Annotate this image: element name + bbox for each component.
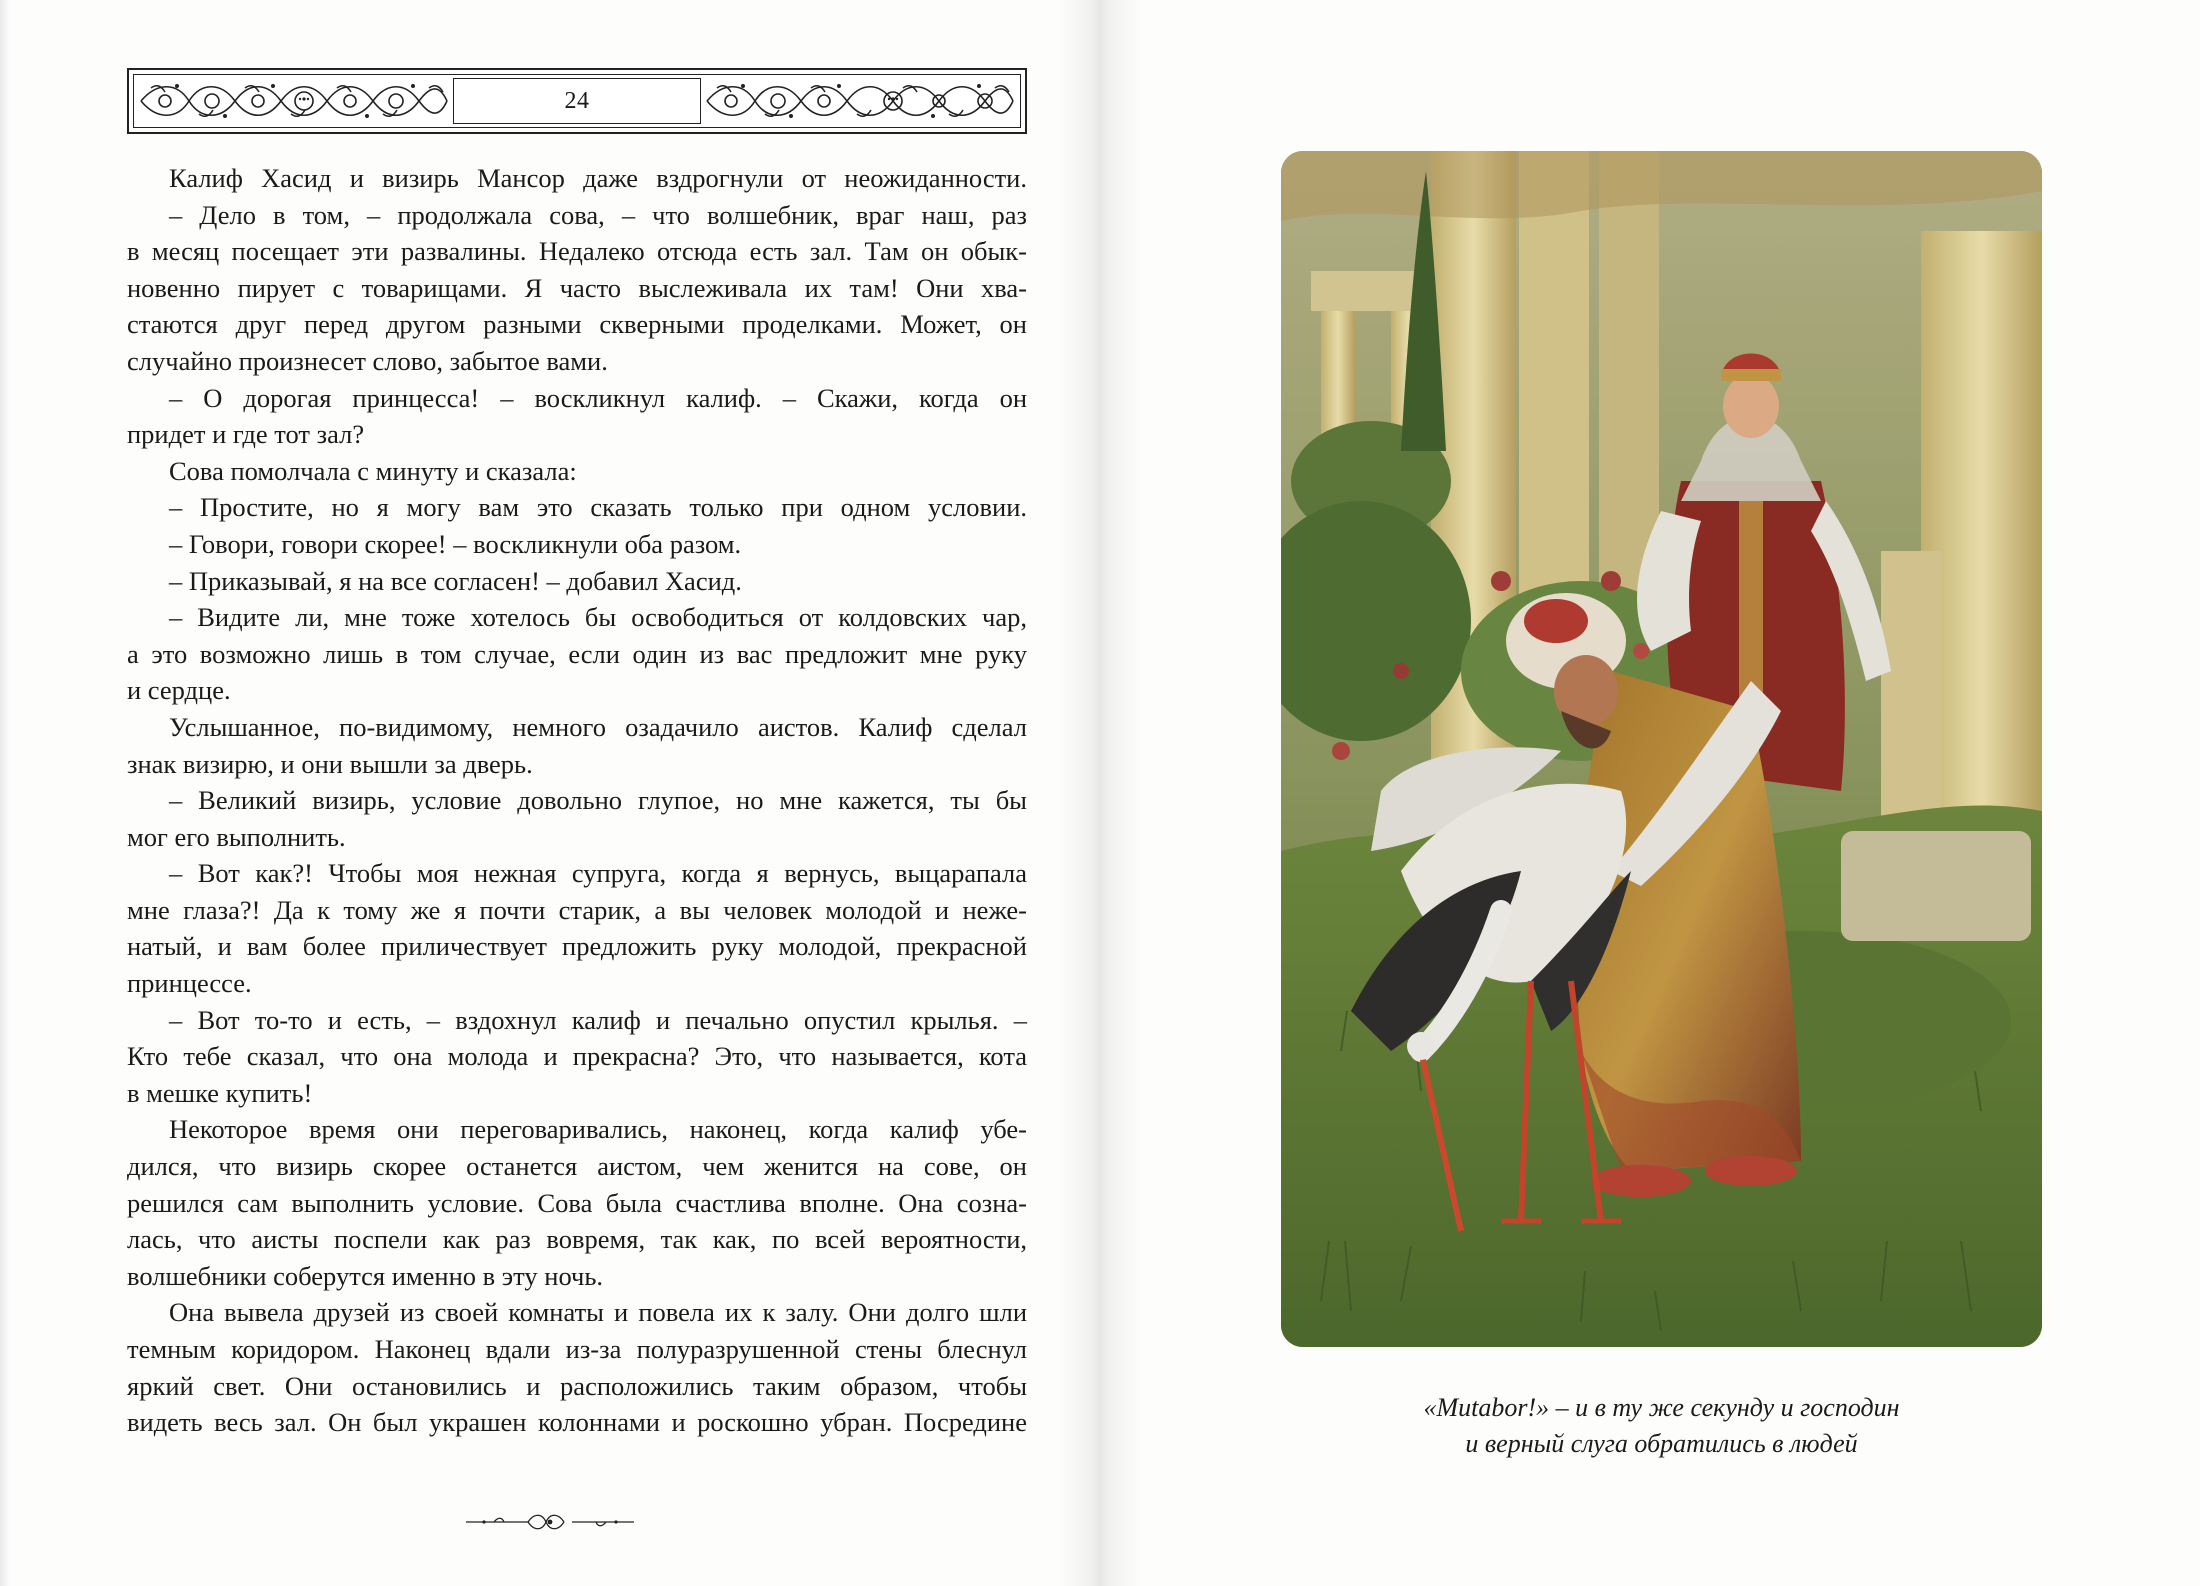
book-gutter-shadow — [1060, 0, 1140, 1586]
text-line: Услышанное, по-видимому, немного озадачило аистов. Калиф сделал — [169, 711, 1027, 742]
text-line: яркий свет. Они остановились и расположились таким образом, чтобы — [127, 1370, 1027, 1401]
page-header-ornament — [127, 68, 1027, 134]
text-line: придет и где тот зал? — [127, 419, 365, 450]
text-line: новенно пирует с товарищами. Я часто выслеживала их там! Они хва- — [127, 272, 1027, 303]
text-line: – Вот как?! Чтобы моя нежная супруга, когда я вернусь, выцарапала — [169, 858, 1027, 889]
illustration-caption — [1281, 1390, 2042, 1462]
floral-ornament-left-icon — [137, 78, 451, 124]
flourish-divider-icon — [464, 1510, 636, 1534]
floral-ornament-right-icon — [703, 78, 1017, 124]
text-line: – Говори, говори скорее! – воскликнули оба разом. — [169, 528, 742, 559]
text-line: – Видите ли, мне тоже хотелось бы освободиться от колдовских чар, — [169, 602, 1027, 633]
caption-line-1: «Mutabor!» – и в ту же секунду и господин — [1423, 1393, 1900, 1422]
text-line: принцессе. — [127, 968, 252, 999]
text-line: Она вывела друзей из своей комнаты и повела их к залу. Они долго шли — [169, 1297, 1027, 1328]
text-line: – Приказывай, я на все согласен! – добавил Хасид. — [169, 565, 742, 596]
caption-line-2: и верный слуга обратились в людей — [1465, 1429, 1858, 1458]
text-line: и сердце. — [127, 675, 231, 706]
text-line: – Великий визирь, условие довольно глупое, но мне кажется, ты бы — [169, 785, 1027, 816]
text-line: – Вот то-то и есть, – вздохнул калиф и печально опустил крылья. – — [169, 1004, 1027, 1035]
text-line: стаются друг перед другом разными скверными проделками. Может, он — [127, 309, 1027, 340]
text-line: случайно произнесет слово, забытое вами. — [127, 345, 608, 376]
page-number: 24 — [453, 78, 701, 124]
page-edge-shadow — [0, 0, 10, 1586]
text-line: Калиф Хасид и визирь Мансор даже вздрогнули от неожиданности. — [169, 163, 1027, 193]
text-line: – О дорогая принцесса! – воскликнул калиф. – Скажи, когда он — [169, 382, 1027, 413]
text-line: мог его выполнить. — [127, 821, 346, 852]
story-illustration — [1281, 151, 2042, 1347]
text-line: Некоторое время они переговаривались, наконец, когда калиф убе- — [169, 1114, 1027, 1145]
text-line: решился сам выполнить условие. Сова была счастлива вполне. Она созна- — [127, 1187, 1027, 1218]
text-line: – Дело в том, – продолжала сова, – что волшебник, враг наш, раз — [169, 199, 1027, 230]
text-line: в мешке купить! — [127, 1077, 313, 1108]
text-line: знак визирю, и они вышли за дверь. — [127, 748, 533, 779]
text-line: дился, что визирь скорее останется аистом, чем женится на сове, он — [127, 1151, 1027, 1182]
text-line: натый, и вам более приличествует предложить руку молодой, прекрасной — [127, 931, 1027, 962]
body-text — [127, 160, 1027, 1441]
text-line: волшебники соберутся именно в эту ночь. — [127, 1260, 604, 1291]
text-line: Кто тебе сказал, что она молода и прекрасна? Это, что называется, кота — [127, 1041, 1027, 1072]
text-line: видеть весь зал. Он был украшен колоннами и роскошно убран. Посредине — [127, 1407, 1027, 1438]
text-line: а это возможно лишь в том случае, если один из вас предложит мне руку — [127, 638, 1027, 669]
text-line: в месяц посещает эти развалины. Недалеко отсюда есть зал. Там он обык- — [127, 236, 1027, 267]
text-line: лась, что аисты поспели как раз вовремя, так как, по всей вероятности, — [127, 1224, 1027, 1255]
text-line: мне глаза?! Да к тому же я почти старик, а вы человек молодой и неже- — [127, 894, 1027, 925]
text-line: – Простите, но я могу вам это сказать только при одном условии. — [169, 492, 1027, 523]
text-line: Сова помолчала с минуту и сказала: — [169, 455, 577, 486]
text-line: темным коридором. Наконец вдали из-за полуразрушенной стены блеснул — [127, 1334, 1027, 1364]
illustration-image — [1281, 151, 2042, 1347]
